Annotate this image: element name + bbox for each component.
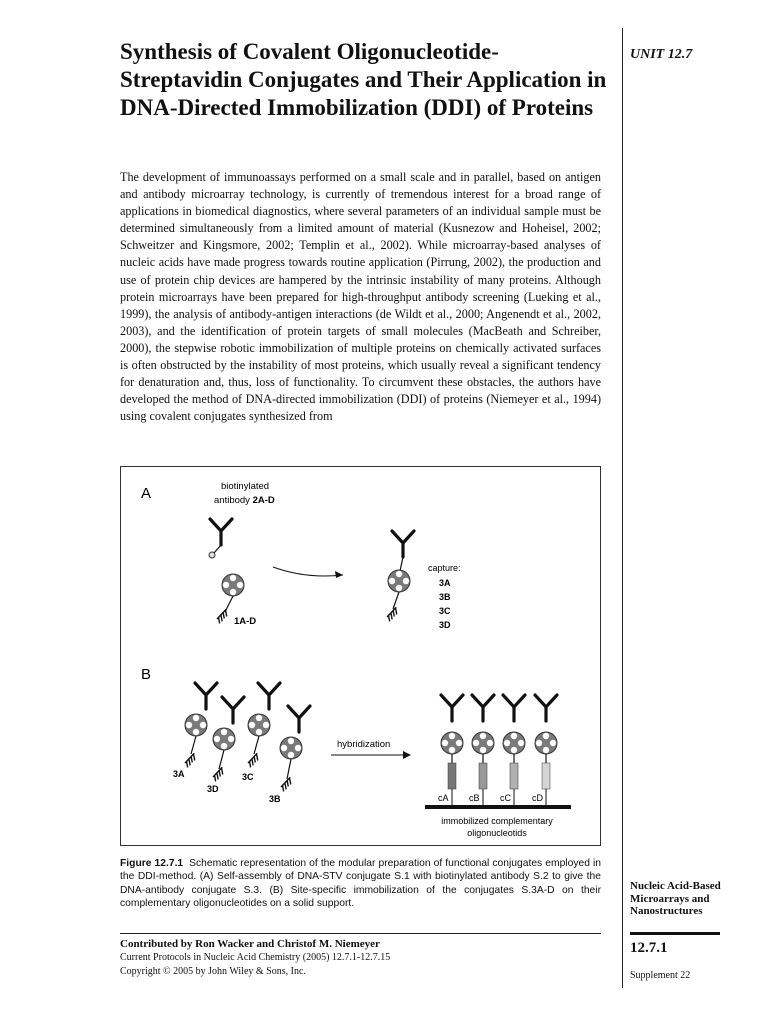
intro-paragraph: The development of immunoassays performed on a small scale and in parallel, based on antigen and antibody microarray technology, is currently of tremendous interest for a broad range of applications in biomedical diagnostics, where several parameters of an individual sample must be determined simultaneously from a limited amount of material (Kusnezow and Hoheisel, 2002; Schweitzer and Kingsmore, 2002; Templin et al., 2002). While microarray-based analyses of nucleic acids have made progress towards routine application (Pirrung, 2002), the production and use of protein chip devices are hampered by the intrinsic instability of many proteins. Although protein microarrays have been prepared for high-throughput antibody screening (Lueking et al., 1999), the analysis of antibody-antigen interactions (de Wildt et al., 2000; Angenendt et al., 2002, 2003), and the identification of protein targets of small molecules (MacBeath and Schreiber, 2000), the stepwise robotic immobilization of multiple proteins on chemically activated surfaces is often obstructed by the instability of most proteins, which usually reveal a significant tendency for denaturation and, thus, loss of functionality. To circumvent these obstacles, the authors have developed the method of DNA-directed immobilization (DDI) of proteins (Niemeyer et al., 1994) using covalent conjugates synthesized from	[120, 170, 601, 424]
figure-number: Figure 12.7.1	[120, 858, 184, 869]
complement-label: cC	[500, 793, 511, 803]
sidebar-rule	[622, 28, 623, 988]
surface-label-line1: immobilized complementary	[441, 816, 553, 826]
figure-caption	[120, 857, 601, 910]
capture-label: capture:	[428, 563, 461, 573]
biotin-label-line1: biotinylated	[221, 481, 270, 492]
figure-12-7-1	[120, 466, 601, 846]
conjugate-b-label: 3A	[173, 769, 185, 779]
section-title: Nucleic Acid-Based Microarrays and Nanostructures	[630, 880, 721, 917]
figure-schematic	[121, 467, 602, 847]
dna-strand-icon	[215, 609, 230, 623]
complement-label: cB	[469, 793, 480, 803]
supplement-label: Supplement 22	[630, 970, 691, 981]
hybridization-label: hybridization	[337, 739, 391, 750]
footer-rule	[120, 933, 601, 934]
capture-item: 3B	[439, 592, 451, 602]
caption-text: Schematic representation of the modular preparation of functional conjugates employed in the DDI-method. (A) Self-assembly of DNA-STV conjugate S.1 with biotinylated antibody S.2 to give the DNA-antibody conjugate S.3. (B) Site-specific immobilization of the conjugates S.3A-D on their complementary oligonucleotides on a solid support.	[120, 858, 601, 909]
capture-item: 3D	[439, 620, 451, 630]
biotin-linker	[400, 557, 403, 571]
capture-item: 3A	[439, 578, 451, 588]
conjugate-dna-linker	[393, 592, 399, 609]
conjugate-dna-icon	[385, 607, 400, 621]
copyright: Copyright © 2005 by John Wiley & Sons, Inc.	[120, 966, 306, 977]
conjugate-stv-icon	[388, 570, 410, 592]
unit-label: UNIT 12.7	[630, 47, 693, 62]
arrow-head-icon	[403, 751, 411, 759]
sidebar-bar	[630, 932, 720, 935]
panel-b-label: B	[141, 666, 152, 683]
citation: Current Protocols in Nucleic Acid Chemistry (2005) 12.7.1-12.7.15	[120, 952, 391, 963]
surface-label-line2: oligonucleotids	[467, 828, 527, 838]
panel-a-label: A	[141, 485, 152, 502]
conjugate-b-label: 3D	[207, 784, 219, 794]
conjugate-b-label: 3C	[242, 772, 254, 782]
conjugate-antibody-icon	[392, 531, 414, 557]
contributors: Contributed by Ron Wacker and Christof M. Niemeyer	[120, 938, 380, 950]
conjugate-b-label: 3B	[269, 794, 281, 804]
article-title: Synthesis of Covalent Oligonucleotide-Streptavidin Conjugates and Their Application in DNA-Directed Immobilization (DDI) of Proteins	[120, 39, 607, 120]
capture-item: 3C	[439, 606, 451, 616]
complement-label: cA	[438, 793, 449, 803]
conjugate-label: 1A-D	[234, 616, 257, 627]
complement-label: cD	[532, 793, 543, 803]
immobilized-conjugates	[441, 695, 557, 805]
assembly-arrow	[273, 567, 343, 576]
streptavidin-icon	[222, 574, 244, 596]
biotin-label-line2: antibody 2A-D	[214, 495, 275, 506]
antibody-icon	[209, 519, 232, 558]
solid-support	[425, 805, 571, 809]
page-number: 12.7.1	[630, 940, 668, 956]
arrow-head-icon	[335, 571, 343, 578]
